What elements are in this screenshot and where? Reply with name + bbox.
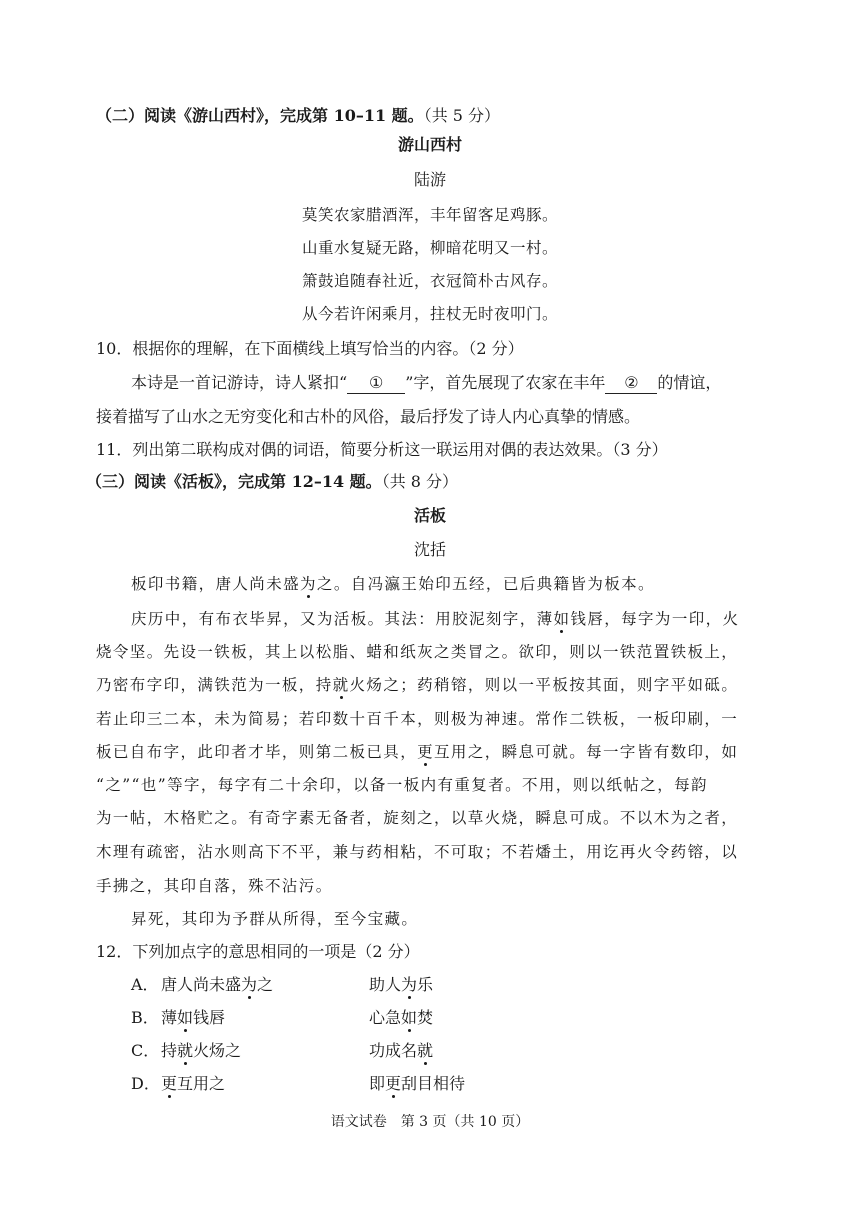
- section-heading-note: （共 5 分）: [423, 106, 501, 125]
- essay-text: 火炀之；药稍镕，则以一平板按其面，则字平如砥。: [349, 676, 739, 694]
- essay-text: 板已自布字，此印者才毕，则第二板已具，: [96, 743, 418, 761]
- section-heading-bold: （二）阅读《游山西村》，完成第 10–11 题。: [96, 106, 424, 125]
- essay-text: 之。自冯瀛王始印五经，已后典籍皆为板本。: [316, 575, 655, 593]
- essay-line: 若止印三二本，未为简易；若印数十百千本，则极为神速。常作二铁板，一板印刷，一: [96, 710, 739, 728]
- option-text: 火炀之: [193, 1041, 242, 1060]
- dotted-char: 如: [401, 1008, 418, 1027]
- option-right: [369, 1041, 433, 1061]
- option-label: B．: [131, 1008, 159, 1027]
- option-left: [161, 1074, 225, 1094]
- section-heading-note: （共 8 分）: [381, 472, 459, 491]
- essay-text: 乃密布字印，满铁范为一板，持: [96, 676, 333, 694]
- option-right: [369, 1008, 433, 1028]
- section-heading-bold: （三）阅读《活板》，完成第 12–14 题。: [86, 472, 382, 491]
- answer-blank-2[interactable]: ②: [605, 373, 657, 394]
- dotted-char: 就: [177, 1041, 194, 1060]
- essay-line: [96, 675, 738, 695]
- dotted-char: 更: [417, 743, 435, 761]
- option-text: 之: [257, 975, 274, 994]
- poem-line: 从今若许闲乘月，拄杖无时夜叩门。: [301, 305, 558, 323]
- poem-line: 莫笑农家腊酒浑，丰年留客足鸡豚。: [301, 206, 558, 224]
- page-footer: 语文试卷 第 3 页（共 10 页）: [330, 1114, 530, 1130]
- dotted-char: 为: [241, 975, 258, 994]
- option-label: A．: [131, 975, 159, 994]
- option-text: 即: [369, 1074, 386, 1093]
- essay-line: “之”“也”等字，每字有二十余印，以备一板内有重复者。不用，则以纸帖之，每韵: [96, 776, 708, 794]
- option-text: 持: [161, 1041, 178, 1060]
- passage-text: 的情谊，: [657, 373, 722, 392]
- essay-text: 互用之，瞬息可就。每一字皆有数印，如: [434, 743, 739, 761]
- option-text: 互用之: [177, 1074, 226, 1093]
- essay-title: 活板: [413, 506, 446, 525]
- option-label: C．: [131, 1041, 160, 1060]
- option-left: [161, 1041, 241, 1061]
- essay-text: 板印书籍，唐人尚未盛: [131, 575, 301, 593]
- dotted-char: 就: [332, 676, 350, 694]
- dotted-char: 更: [385, 1074, 402, 1093]
- essay-line: [131, 574, 655, 594]
- essay-line: [96, 742, 738, 762]
- question-10-passage-cont: 接着描写了山水之无穷变化和古朴的风俗，最后抒发了诗人内心真挚的情感。: [96, 407, 641, 426]
- option-left: [161, 1008, 225, 1028]
- passage-text: ”字，首先展现了农家在丰年: [405, 373, 606, 392]
- dotted-char: 如: [553, 610, 571, 628]
- essay-line: 烧令坚。先设一铁板，其上以松脂、蜡和纸灰之类冒之。欲印，则以一铁范置铁板上，: [96, 643, 739, 661]
- option-right: [369, 1074, 465, 1094]
- essay-line: 木理有疏密，沾水则高下不平，兼与药相粘，不可取；不若燔土，用讫再火令药镕，以: [96, 843, 739, 861]
- essay-line: [131, 609, 739, 629]
- essay-text: 钱唇，每字为一印，火: [570, 610, 740, 628]
- question-11-stem: 11．列出第二联构成对偶的词语，简要分析这一联运用对偶的表达效果。（3 分）: [96, 440, 668, 459]
- passage-text: 本诗是一首记游诗，诗人紧扣“: [131, 373, 348, 392]
- poem-line: 箫鼓追随春社近，衣冠简朴古风存。: [301, 272, 558, 290]
- option-text: 助人: [369, 975, 402, 994]
- dotted-char: 为: [401, 975, 418, 994]
- section-heading-essay: [86, 472, 458, 492]
- option-label: D．: [131, 1074, 160, 1093]
- option-text: 焚: [417, 1008, 434, 1027]
- option-text: 刮目相待: [401, 1074, 466, 1093]
- section-heading-poem: [96, 106, 500, 126]
- essay-text: 庆历中，有布衣毕昇，又为活板。其法：用胶泥刻字，薄: [131, 610, 554, 628]
- poem-line: 山重水复疑无路，柳暗花明又一村。: [301, 239, 558, 257]
- option-text: 钱唇: [193, 1008, 226, 1027]
- option-text: 薄: [161, 1008, 178, 1027]
- option-right: [369, 975, 433, 995]
- dotted-char: 为: [300, 575, 317, 593]
- essay-line: 手拂之，其印自落，殊不沾污。: [96, 877, 333, 895]
- question-12-stem: 12．下列加点字的意思相同的一项是（2 分）: [96, 942, 420, 961]
- option-text: 唐人尚未盛: [161, 975, 242, 994]
- dotted-char: 如: [177, 1008, 194, 1027]
- answer-blank-1[interactable]: ①: [347, 373, 405, 394]
- option-left: [161, 975, 273, 995]
- essay-line: 昇死，其印为予群从所得，至今宝藏。: [131, 910, 419, 928]
- dotted-char: 就: [417, 1041, 434, 1060]
- option-text: 乐: [417, 975, 434, 994]
- dotted-char: 更: [161, 1074, 178, 1093]
- essay-line: 为一帖，木格贮之。有奇字素无备者，旋刻之，以草火烧，瞬息可成。不以木为之者，: [96, 809, 739, 827]
- option-text: 功成名: [369, 1041, 418, 1060]
- question-10-stem: 10．根据你的理解，在下面横线上填写恰当的内容。（2 分）: [96, 339, 524, 358]
- option-text: 心急: [369, 1008, 402, 1027]
- poem-title: 游山西村: [397, 135, 462, 154]
- poem-author: 陆游: [413, 170, 446, 189]
- essay-author: 沈括: [413, 540, 446, 559]
- question-10-passage: [131, 373, 721, 394]
